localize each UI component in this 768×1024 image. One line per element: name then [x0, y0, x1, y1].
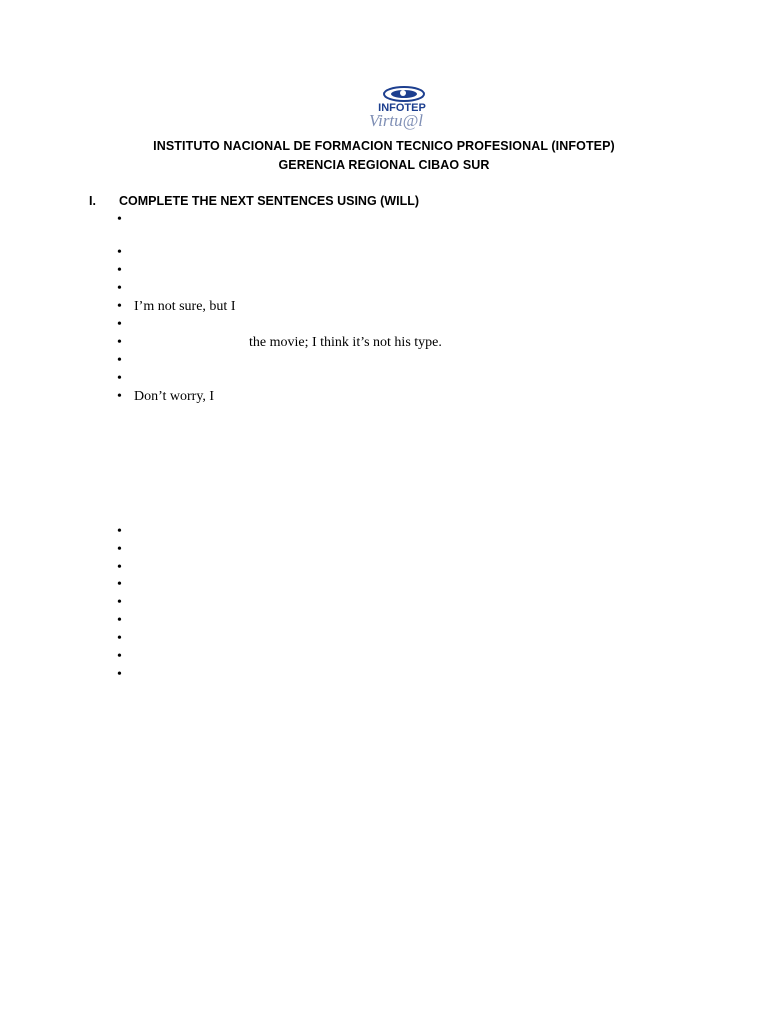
- bullet-marker: •: [117, 317, 122, 332]
- bullet-marker: •: [117, 631, 122, 646]
- region-title: GERENCIA REGIONAL CIBAO SUR: [278, 158, 490, 172]
- logo-text-bottom: Virtu@l: [368, 111, 424, 130]
- bullet-marker: •: [117, 281, 122, 296]
- section-title: COMPLETE THE NEXT SENTENCES USING (WILL): [119, 194, 420, 208]
- bullet-marker: •: [117, 353, 122, 368]
- institution-title: INSTITUTO NACIONAL DE FORMACION TECNICO PROFESIONAL (INFOTEP): [153, 139, 615, 153]
- bullet-marker: •: [117, 371, 122, 386]
- bullet-marker: •: [117, 577, 122, 592]
- bullet-marker: •: [117, 613, 122, 628]
- bullet-marker: •: [117, 649, 122, 664]
- infotep-virtual-logo: [356, 84, 440, 130]
- bullet-marker: •: [117, 667, 122, 682]
- list-item-text: I’m not sure, but I: [134, 299, 236, 314]
- bullet-marker: •: [117, 335, 122, 350]
- bullet-marker: •: [117, 560, 122, 575]
- bullet-marker: •: [117, 524, 122, 539]
- bullet-marker: •: [117, 595, 122, 610]
- infotep-logo-icon: [356, 84, 440, 130]
- bullet-marker: •: [117, 389, 122, 404]
- bullet-marker: •: [117, 542, 122, 557]
- logo-text-top: INFOTEP: [378, 102, 426, 114]
- bullet-marker: •: [117, 245, 122, 260]
- list-item-text: Don’t worry, I: [134, 389, 215, 404]
- list-item-text: the movie; I think it’s not his type.: [249, 335, 442, 350]
- section-number: I.: [89, 194, 96, 208]
- bullet-marker: •: [117, 299, 122, 314]
- bullet-marker: •: [117, 263, 122, 278]
- bullet-marker: •: [117, 212, 122, 227]
